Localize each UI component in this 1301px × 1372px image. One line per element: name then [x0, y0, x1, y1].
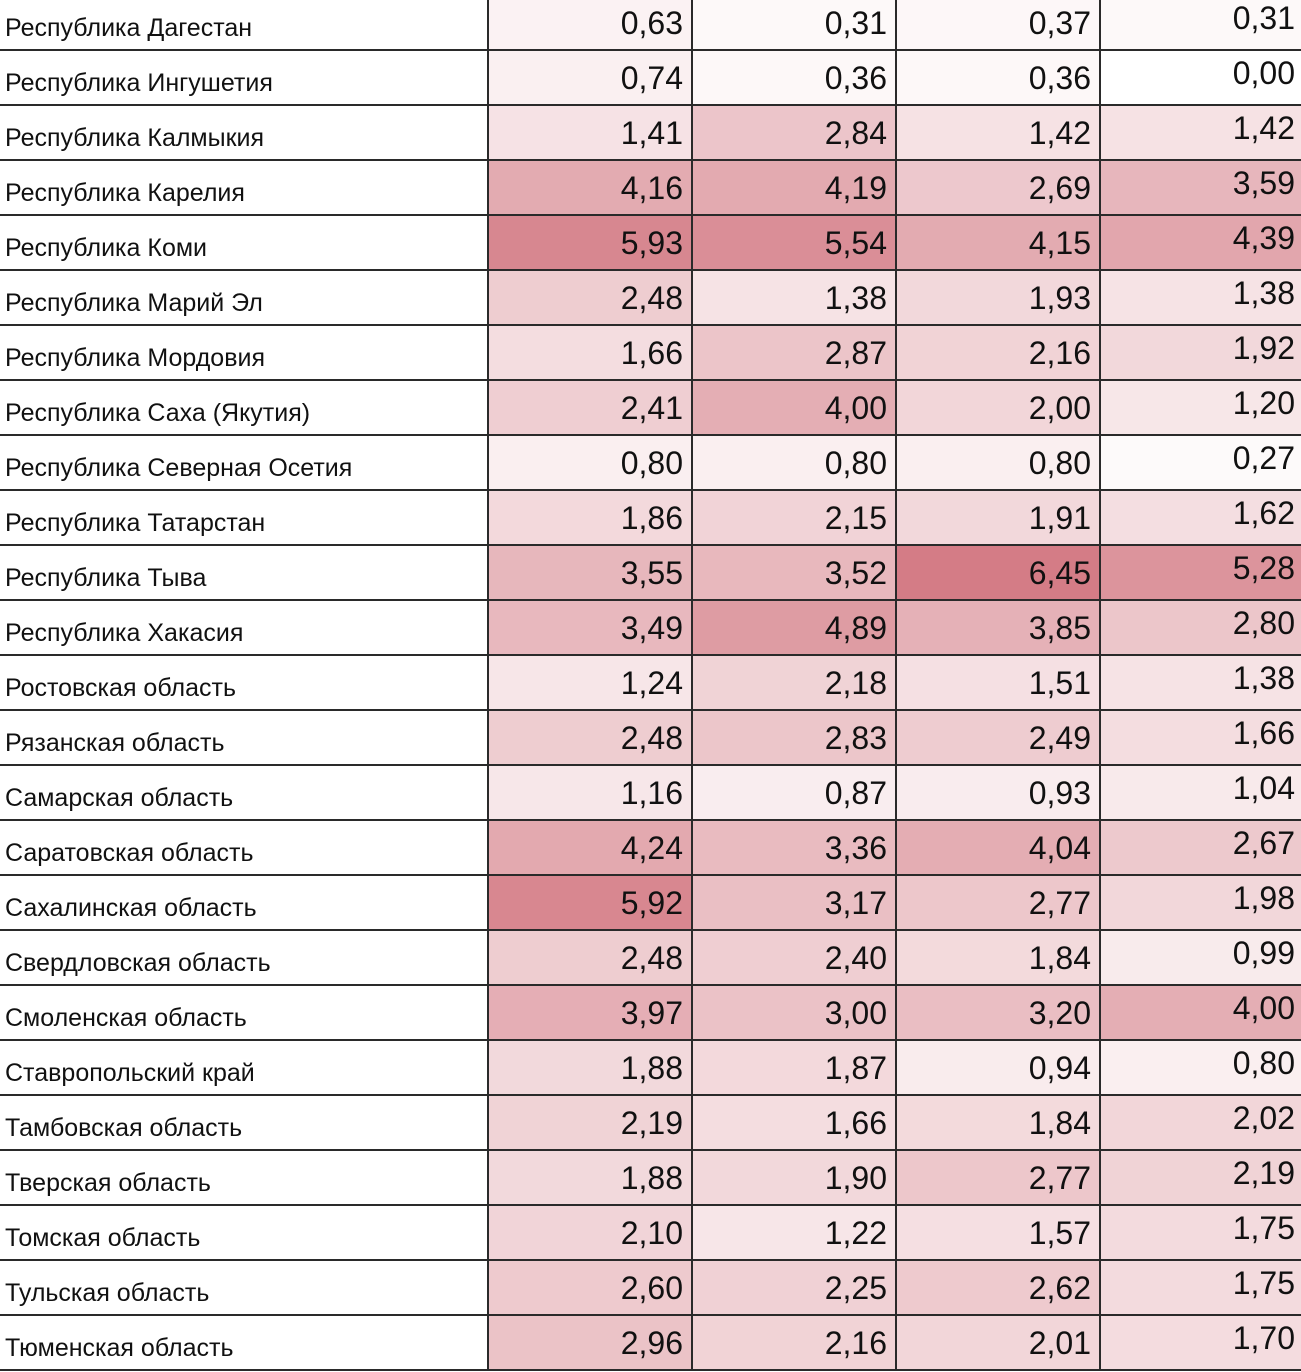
- value-cell[interactable]: 2,80: [1100, 600, 1301, 655]
- value-cell[interactable]: 4,04: [896, 820, 1100, 875]
- value-cell[interactable]: 3,00: [692, 985, 896, 1040]
- region-name-cell[interactable]: Тюменская область: [0, 1315, 488, 1370]
- region-name-cell[interactable]: Саратовская область: [0, 820, 488, 875]
- value-cell[interactable]: 3,85: [896, 600, 1100, 655]
- value-cell[interactable]: 1,66: [692, 1095, 896, 1150]
- value-cell[interactable]: 2,87: [692, 325, 896, 380]
- value-cell[interactable]: 5,28: [1100, 545, 1301, 600]
- value-cell[interactable]: 2,60: [488, 1260, 692, 1315]
- value-cell[interactable]: 1,41: [488, 105, 692, 160]
- value-cell[interactable]: 1,16: [488, 765, 692, 820]
- value-cell[interactable]: 1,38: [692, 270, 896, 325]
- table-row: [0, 1095, 1301, 1150]
- table-row: [0, 820, 1301, 875]
- value-cell[interactable]: 2,19: [488, 1095, 692, 1150]
- value-cell[interactable]: 2,00: [896, 380, 1100, 435]
- region-name-cell[interactable]: Республика Дагестан: [0, 0, 488, 50]
- value-cell[interactable]: 2,02: [1100, 1095, 1301, 1150]
- value-cell[interactable]: 5,54: [692, 215, 896, 270]
- value-cell[interactable]: 2,62: [896, 1260, 1100, 1315]
- value-cell[interactable]: 1,22: [692, 1205, 896, 1260]
- region-name-cell[interactable]: Республика Марий Эл: [0, 270, 488, 325]
- value-cell[interactable]: 1,62: [1100, 490, 1301, 545]
- value-cell[interactable]: 1,93: [896, 270, 1100, 325]
- table-row: [0, 655, 1301, 710]
- value-cell[interactable]: 2,16: [896, 325, 1100, 380]
- value-cell[interactable]: 1,98: [1100, 875, 1301, 930]
- table-row: [0, 270, 1301, 325]
- region-name-cell[interactable]: Республика Татарстан: [0, 490, 488, 545]
- region-name-cell[interactable]: Самарская область: [0, 765, 488, 820]
- value-cell[interactable]: 2,41: [488, 380, 692, 435]
- value-cell[interactable]: 4,19: [692, 160, 896, 215]
- table-row: [0, 490, 1301, 545]
- table-row: [0, 1315, 1301, 1370]
- value-cell[interactable]: 2,69: [896, 160, 1100, 215]
- value-cell[interactable]: 4,00: [1100, 985, 1301, 1040]
- table-row: [0, 50, 1301, 105]
- value-cell[interactable]: 2,48: [488, 930, 692, 985]
- value-cell[interactable]: 0,80: [896, 435, 1100, 490]
- value-cell[interactable]: 0,74: [488, 50, 692, 105]
- table-row: [0, 1040, 1301, 1095]
- value-cell[interactable]: 2,77: [896, 1150, 1100, 1205]
- value-cell[interactable]: 2,10: [488, 1205, 692, 1260]
- value-cell[interactable]: 0,93: [896, 765, 1100, 820]
- value-cell[interactable]: 2,18: [692, 655, 896, 710]
- region-name-cell[interactable]: Ставропольский край: [0, 1040, 488, 1095]
- value-cell[interactable]: 1,57: [896, 1205, 1100, 1260]
- table-row: [0, 325, 1301, 380]
- region-name-cell[interactable]: Республика Мордовия: [0, 325, 488, 380]
- value-cell[interactable]: 4,24: [488, 820, 692, 875]
- table-row: [0, 380, 1301, 435]
- value-cell[interactable]: 1,42: [1100, 105, 1301, 160]
- table-row: [0, 930, 1301, 985]
- value-cell[interactable]: 1,38: [1100, 270, 1301, 325]
- value-cell[interactable]: 2,48: [488, 710, 692, 765]
- table-row: [0, 765, 1301, 820]
- value-cell[interactable]: 2,40: [692, 930, 896, 985]
- table-row: [0, 105, 1301, 160]
- value-cell[interactable]: 1,38: [1100, 655, 1301, 710]
- value-cell[interactable]: 0,94: [896, 1040, 1100, 1095]
- region-name-cell[interactable]: Республика Калмыкия: [0, 105, 488, 160]
- value-cell[interactable]: 1,42: [896, 105, 1100, 160]
- value-cell[interactable]: 0,80: [692, 435, 896, 490]
- value-cell[interactable]: 2,48: [488, 270, 692, 325]
- region-name-cell[interactable]: Ростовская область: [0, 655, 488, 710]
- value-cell[interactable]: 2,83: [692, 710, 896, 765]
- value-cell[interactable]: 2,84: [692, 105, 896, 160]
- value-cell[interactable]: 1,91: [896, 490, 1100, 545]
- value-cell[interactable]: 1,88: [488, 1040, 692, 1095]
- value-cell[interactable]: 4,16: [488, 160, 692, 215]
- value-cell[interactable]: 0,80: [1100, 1040, 1301, 1095]
- region-name-cell[interactable]: Рязанская область: [0, 710, 488, 765]
- value-cell[interactable]: 1,04: [1100, 765, 1301, 820]
- value-cell[interactable]: 1,87: [692, 1040, 896, 1095]
- value-cell[interactable]: 2,67: [1100, 820, 1301, 875]
- value-cell[interactable]: 4,89: [692, 600, 896, 655]
- region-name-cell[interactable]: Сахалинская область: [0, 875, 488, 930]
- value-cell[interactable]: 1,88: [488, 1150, 692, 1205]
- value-cell[interactable]: 0,31: [692, 0, 896, 50]
- value-cell[interactable]: 0,36: [692, 50, 896, 105]
- table-row: [0, 710, 1301, 765]
- region-name-cell[interactable]: Тульская область: [0, 1260, 488, 1315]
- value-cell[interactable]: 5,93: [488, 215, 692, 270]
- region-name-cell[interactable]: Смоленская область: [0, 985, 488, 1040]
- value-cell[interactable]: 3,36: [692, 820, 896, 875]
- value-cell[interactable]: 1,66: [488, 325, 692, 380]
- table-row: [0, 215, 1301, 270]
- value-cell[interactable]: 2,01: [896, 1315, 1100, 1370]
- value-cell[interactable]: 1,51: [896, 655, 1100, 710]
- value-cell[interactable]: 2,19: [1100, 1150, 1301, 1205]
- value-cell[interactable]: 0,80: [488, 435, 692, 490]
- region-name-cell[interactable]: Республика Саха (Якутия): [0, 380, 488, 435]
- value-cell[interactable]: 5,92: [488, 875, 692, 930]
- value-cell[interactable]: 3,20: [896, 985, 1100, 1040]
- value-cell[interactable]: 3,52: [692, 545, 896, 600]
- value-cell[interactable]: 2,16: [692, 1315, 896, 1370]
- value-cell[interactable]: 0,63: [488, 0, 692, 50]
- table-row: [0, 435, 1301, 490]
- region-name-cell[interactable]: Томская область: [0, 1205, 488, 1260]
- value-cell[interactable]: 0,00: [1100, 50, 1301, 105]
- value-cell[interactable]: 3,59: [1100, 160, 1301, 215]
- table-row: [0, 875, 1301, 930]
- value-cell[interactable]: 1,86: [488, 490, 692, 545]
- value-cell[interactable]: 1,24: [488, 655, 692, 710]
- value-cell[interactable]: 0,99: [1100, 930, 1301, 985]
- value-cell[interactable]: 1,66: [1100, 710, 1301, 765]
- table-row: [0, 985, 1301, 1040]
- value-cell[interactable]: 2,15: [692, 490, 896, 545]
- table-row: [0, 600, 1301, 655]
- value-cell[interactable]: 4,00: [692, 380, 896, 435]
- value-cell[interactable]: 1,92: [1100, 325, 1301, 380]
- region-name-cell[interactable]: Республика Ингушетия: [0, 50, 488, 105]
- value-cell[interactable]: 0,31: [1100, 0, 1301, 50]
- value-cell[interactable]: 1,84: [896, 930, 1100, 985]
- value-cell[interactable]: 0,27: [1100, 435, 1301, 490]
- value-cell[interactable]: 0,36: [896, 50, 1100, 105]
- table-row: [0, 160, 1301, 215]
- value-cell[interactable]: 4,39: [1100, 215, 1301, 270]
- region-name-cell[interactable]: Тамбовская область: [0, 1095, 488, 1150]
- value-cell[interactable]: 2,49: [896, 710, 1100, 765]
- value-cell[interactable]: 1,75: [1100, 1205, 1301, 1260]
- value-cell[interactable]: 1,90: [692, 1150, 896, 1205]
- value-cell[interactable]: 2,25: [692, 1260, 896, 1315]
- region-name-cell[interactable]: Республика Северная Осетия: [0, 435, 488, 490]
- region-name-cell[interactable]: Республика Коми: [0, 215, 488, 270]
- value-cell[interactable]: 1,70: [1100, 1315, 1301, 1370]
- table-row: [0, 0, 1301, 50]
- table-row: [0, 1205, 1301, 1260]
- region-name-cell[interactable]: Свердловская область: [0, 930, 488, 985]
- value-cell[interactable]: 1,20: [1100, 380, 1301, 435]
- value-cell[interactable]: 3,55: [488, 545, 692, 600]
- value-cell[interactable]: 4,15: [896, 215, 1100, 270]
- table-row: [0, 545, 1301, 600]
- value-cell[interactable]: 1,75: [1100, 1260, 1301, 1315]
- value-cell[interactable]: 2,77: [896, 875, 1100, 930]
- value-cell[interactable]: 0,37: [896, 0, 1100, 50]
- value-cell[interactable]: 3,97: [488, 985, 692, 1040]
- table-row: [0, 1260, 1301, 1315]
- value-cell[interactable]: 1,84: [896, 1095, 1100, 1150]
- region-name-cell[interactable]: Республика Тыва: [0, 545, 488, 600]
- value-cell[interactable]: 0,87: [692, 765, 896, 820]
- region-name-cell[interactable]: Тверская область: [0, 1150, 488, 1205]
- value-cell[interactable]: 6,45: [896, 545, 1100, 600]
- value-cell[interactable]: 3,49: [488, 600, 692, 655]
- region-name-cell[interactable]: Республика Хакасия: [0, 600, 488, 655]
- region-name-cell[interactable]: Республика Карелия: [0, 160, 488, 215]
- value-cell[interactable]: 2,96: [488, 1315, 692, 1370]
- table-row: [0, 1150, 1301, 1205]
- value-cell[interactable]: 3,17: [692, 875, 896, 930]
